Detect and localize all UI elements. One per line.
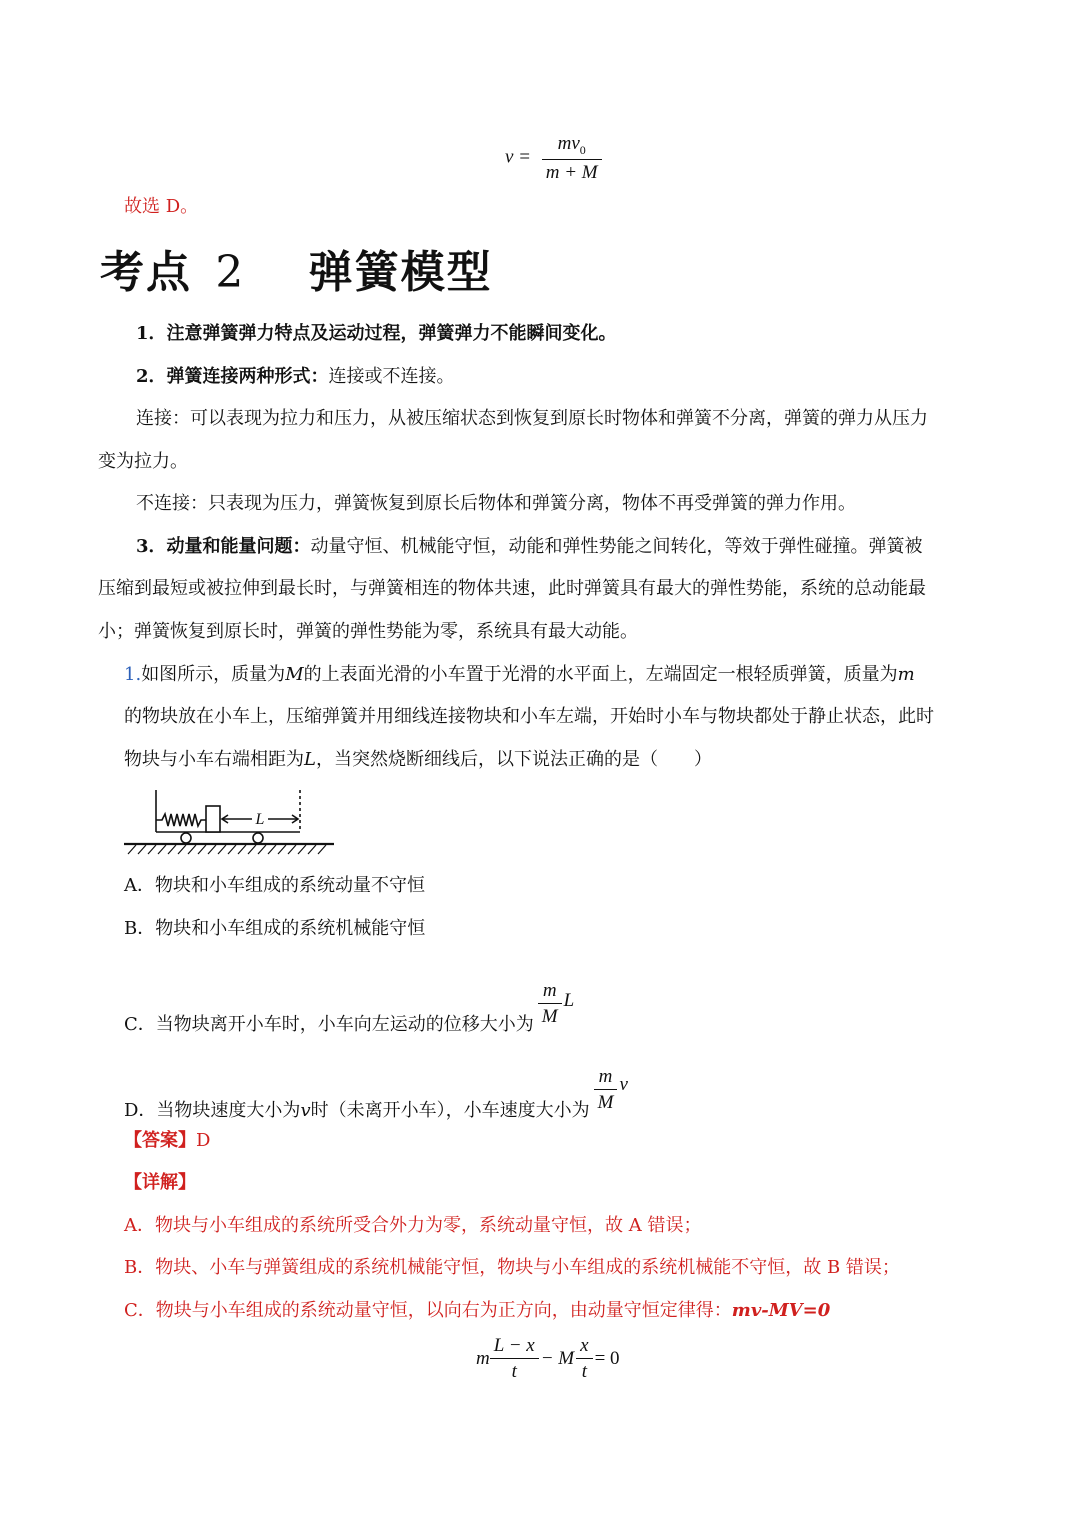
option-d-tail: v — [619, 1074, 628, 1095]
answer-label: 【答案】 — [124, 1130, 196, 1151]
option-c — [124, 968, 574, 1038]
question-line-1 — [124, 663, 915, 687]
point-2 — [136, 365, 455, 389]
heading-number: 2 — [215, 247, 246, 298]
option-c-text: C．当物块离开小车时，小车向左运动的位移大小为 — [124, 1014, 534, 1035]
explain-c — [124, 1299, 830, 1323]
top-eq-fraction — [542, 134, 602, 182]
question-line-1a: 如图所示，质量为 — [141, 664, 286, 685]
explain-a: A．物块与小车组成的系统所受合外力为零，系统动量守恒，故 A 错误； — [124, 1215, 702, 1236]
option-d-fraction — [594, 1067, 618, 1112]
option-d-var: v — [300, 1100, 311, 1121]
wheel-left — [181, 833, 191, 843]
option-d-text-2: 时（未离开小车），小车速度大小为 — [310, 1100, 590, 1121]
explain-c-text: C．物块与小车组成的系统动量守恒，以向右为正方向，由动量守恒定律得： — [124, 1300, 732, 1321]
question-number: 1. — [124, 664, 142, 685]
question-var-L: L — [304, 749, 316, 770]
wheel-right — [253, 833, 263, 843]
energy-line-2: 压缩到最短或被拉伸到最长时，与弹簧相连的物体共速，此时弹簧具有最大的弹性势能，系统的总动能最 — [98, 578, 926, 599]
spring — [156, 814, 206, 826]
point-2-text: 连接或不连接。 — [328, 366, 455, 387]
bottom-eq-den-1: t — [511, 1361, 517, 1382]
option-c-tail: L — [563, 990, 575, 1011]
spring-cart-figure — [120, 784, 340, 860]
bottom-eq-num-2: x — [576, 1336, 592, 1359]
connect-line-2: 变为拉力。 — [98, 451, 188, 472]
point-1: 1．注意弹簧弹力特点及运动过程，弹簧弹力不能瞬间变化。 — [136, 323, 617, 344]
top-eq-den: m + M — [545, 161, 598, 183]
bottom-eq-fraction-2 — [576, 1336, 592, 1381]
bottom-eq-fraction-1 — [490, 1336, 539, 1381]
option-d — [124, 1054, 628, 1124]
figure-label-L: L — [255, 811, 265, 828]
top-eq-sub: 0 — [579, 142, 586, 157]
point-3-label: 3．动量和能量问题： — [136, 536, 311, 557]
point-3-text: 动量守恒、机械能守恒，动能和弹性势能之间转化，等效于弹性碰撞。弹簧被 — [310, 536, 923, 557]
answer-value: D — [196, 1130, 211, 1151]
bottom-eq-den-2: t — [581, 1361, 587, 1382]
bottom-eq-num-1: L − x — [490, 1336, 539, 1359]
ground-hatch — [128, 845, 326, 854]
top-eq-num: mv — [557, 133, 580, 154]
option-c-fraction — [538, 981, 562, 1026]
bottom-eq-rhs: = 0 — [594, 1347, 620, 1369]
question-line-2: 的物块放在小车上，压缩弹簧并用细线连接物块和小车左端，开始时小车与物块都处于静止状态，此时 — [124, 706, 934, 727]
top-equation — [505, 134, 602, 182]
question-line-3a: 物块与小车右端相距为 — [124, 749, 304, 770]
option-d-den: M — [597, 1091, 614, 1113]
noconnect-line: 不连接：只表现为压力，弹簧恢复到原长后物体和弹簧分离，物体不再受弹簧的弹力作用。 — [136, 493, 856, 514]
question-var-M: M — [285, 664, 304, 685]
heading-prefix: 考点 — [100, 247, 192, 298]
section-heading — [100, 236, 493, 300]
explain-c-eq: mv-MV=0 — [731, 1300, 831, 1321]
choose-d-text: 故选 D。 — [124, 196, 199, 217]
option-c-den: M — [541, 1005, 558, 1027]
option-d-num: m — [594, 1067, 618, 1090]
question-line-1b: 的上表面光滑的小车置于光滑的水平面上，左端固定一根轻质弹簧，质量为 — [303, 664, 898, 685]
connect-line-1: 连接：可以表现为拉力和压力，从被压缩状态到恢复到原长时物体和弹簧不分离，弹簧的弹力从压力 — [136, 408, 928, 429]
bottom-eq-minus-M: − M — [540, 1347, 575, 1369]
answer — [124, 1129, 210, 1153]
point-3 — [136, 535, 923, 559]
option-a: A．物块和小车组成的系统动量不守恒 — [124, 875, 425, 896]
option-d-text — [124, 1099, 590, 1123]
option-b: B．物块和小车组成的系统机械能守恒 — [124, 918, 426, 939]
block — [206, 806, 220, 832]
explain-b: B．物块、小车与弹簧组成的系统机械能守恒，物块与小车组成的系统机械能不守恒，故 B 错误； — [124, 1257, 900, 1278]
question-line-3 — [124, 748, 712, 772]
bottom-equation — [476, 1336, 620, 1381]
energy-line-3: 小；弹簧恢复到原长时，弹簧的弹性势能为零，系统具有最大动能。 — [98, 621, 638, 642]
detail-label: 【详解】 — [124, 1172, 196, 1193]
option-d-text-1: D．当物块速度大小为 — [124, 1100, 301, 1121]
option-c-num: m — [538, 981, 562, 1004]
point-2-label: 2．弹簧连接两种形式： — [136, 366, 329, 387]
question-var-m: m — [897, 664, 915, 685]
bottom-eq-m: m — [476, 1347, 490, 1369]
question-line-3b: ，当突然烧断细线后，以下说法正确的是（ ） — [315, 749, 712, 770]
top-eq-lhs: v = — [505, 146, 532, 168]
heading-title: 弹簧模型 — [308, 247, 493, 298]
